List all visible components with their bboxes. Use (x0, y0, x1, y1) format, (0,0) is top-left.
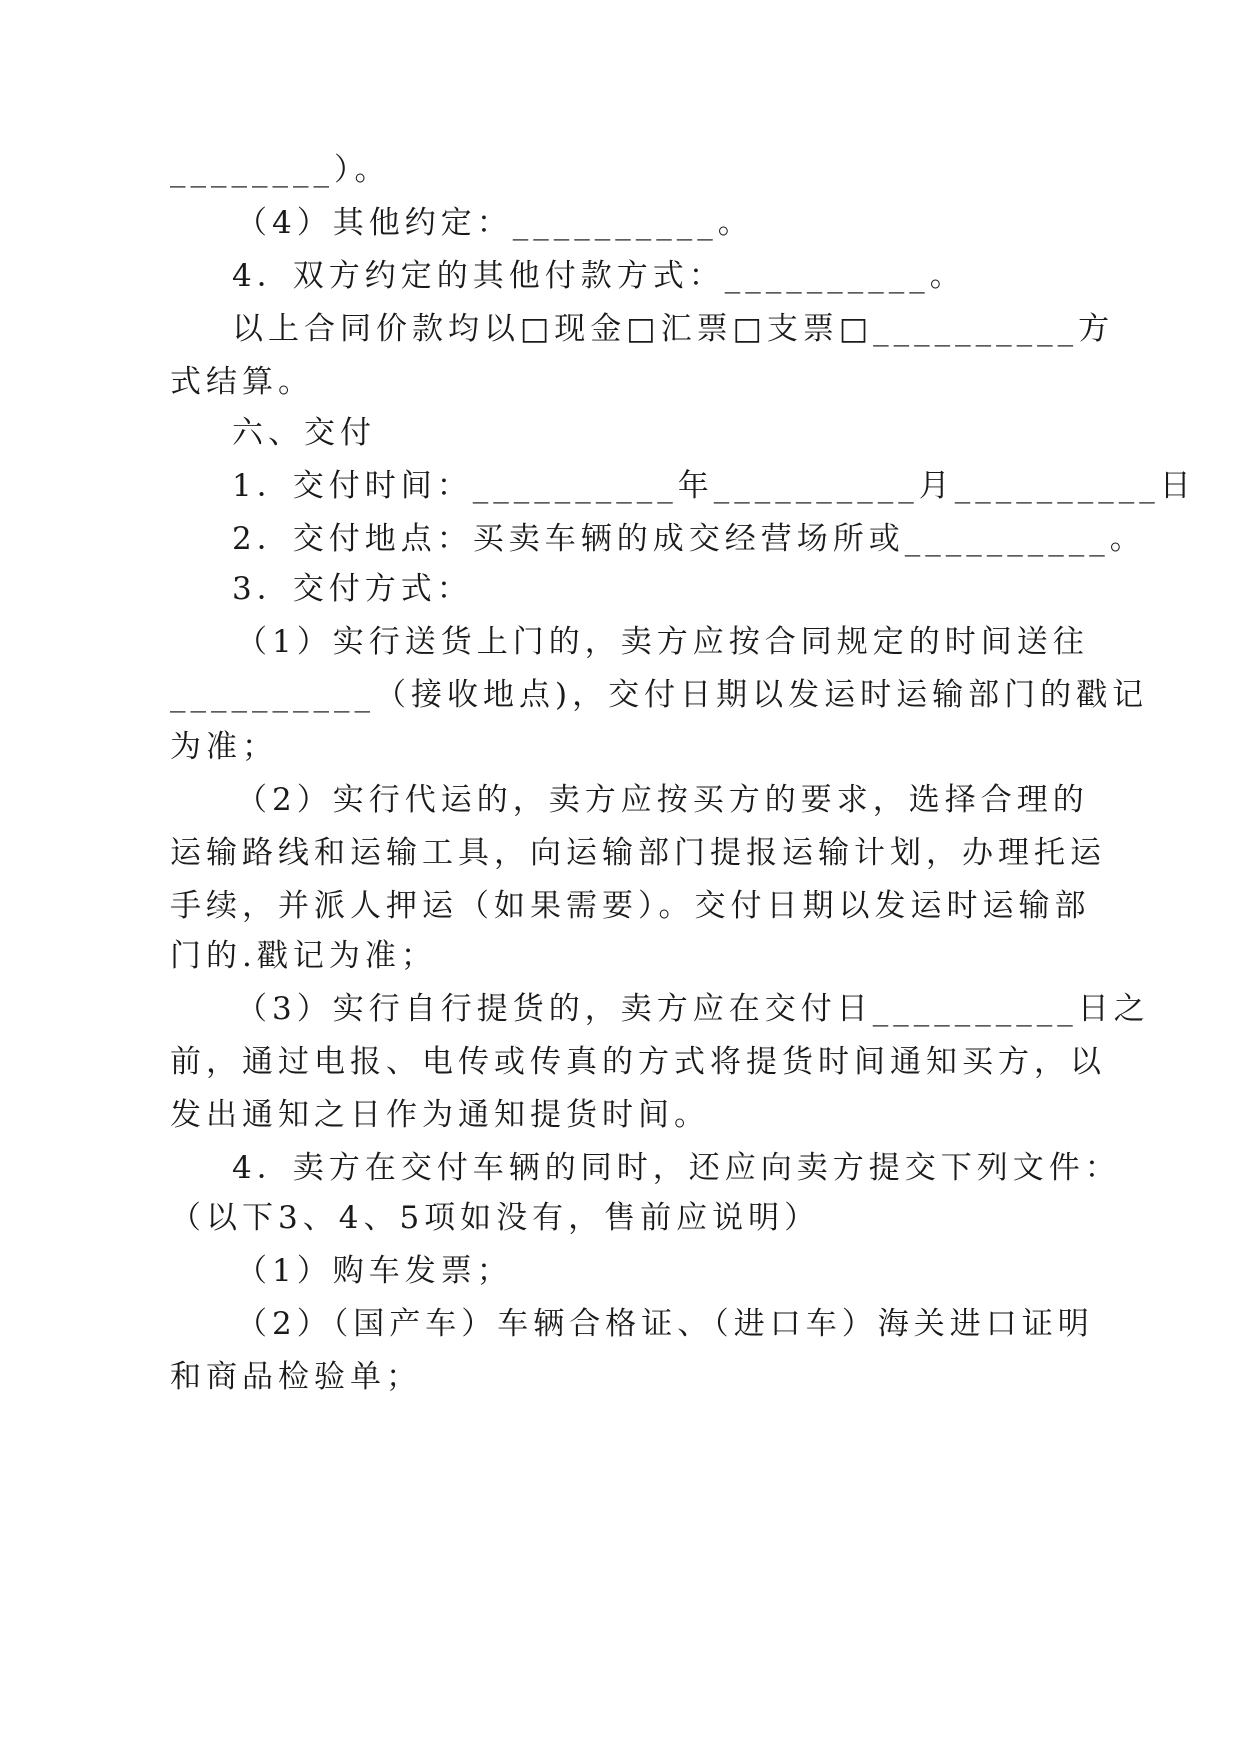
text-line: （1）购车发票； (236, 1253, 513, 1289)
text-line: 为准； (170, 729, 278, 765)
text-line: 以上合同价款均以□现金□汇票□支票□__________方 (232, 311, 1115, 347)
text-line: 4．双方约定的其他付款方式：__________。 (232, 258, 966, 294)
text-line: 和商品检验单； (170, 1359, 422, 1395)
text-line: 1．交付时间：__________年__________月__________日 (232, 468, 1196, 504)
text-line: 3．交付方式： (232, 571, 473, 607)
text-line: （1）实行送货上门的，卖方应按合同规定的时间送往 (236, 624, 1089, 660)
text-line: 前，通过电报、电传或传真的方式将提货时间通知买方，以 (170, 1044, 1106, 1080)
text-line: 门的.戳记为准； (170, 938, 437, 974)
text-line: （以下3、4、5项如没有，售前应说明） (170, 1200, 821, 1236)
text-line: （2）实行代运的，卖方应按买方的要求，选择合理的 (236, 782, 1089, 818)
text-line: __________（接收地点)，交付日期以发运时运输部门的戳记 (170, 677, 1149, 713)
text-line: 发出通知之日作为通知提货时间。 (170, 1097, 710, 1133)
text-line: ________）。 (170, 152, 391, 188)
text-line: 手续，并派人押运（如果需要）。交付日期以发运时运输部 (170, 888, 1091, 924)
text-line: 2．交付地点：买卖车辆的成交经营场所或__________。 (232, 521, 1146, 557)
text-line: （3）实行自行提货的，卖方应在交付日__________日之 (236, 991, 1150, 1027)
text-line: （2）（国产车）车辆合格证、（进口车）海关进口证明 (236, 1306, 1094, 1342)
section-heading: 六、交付 (232, 415, 376, 451)
text-line: （4）其他约定：__________。 (236, 205, 754, 241)
text-line: 运输路线和运输工具，向运输部门提报运输计划，办理托运 (170, 835, 1106, 871)
text-line: 式结算。 (170, 364, 314, 400)
text-line: 4．卖方在交付车辆的同时，还应向卖方提交下列文件： (232, 1150, 1121, 1186)
